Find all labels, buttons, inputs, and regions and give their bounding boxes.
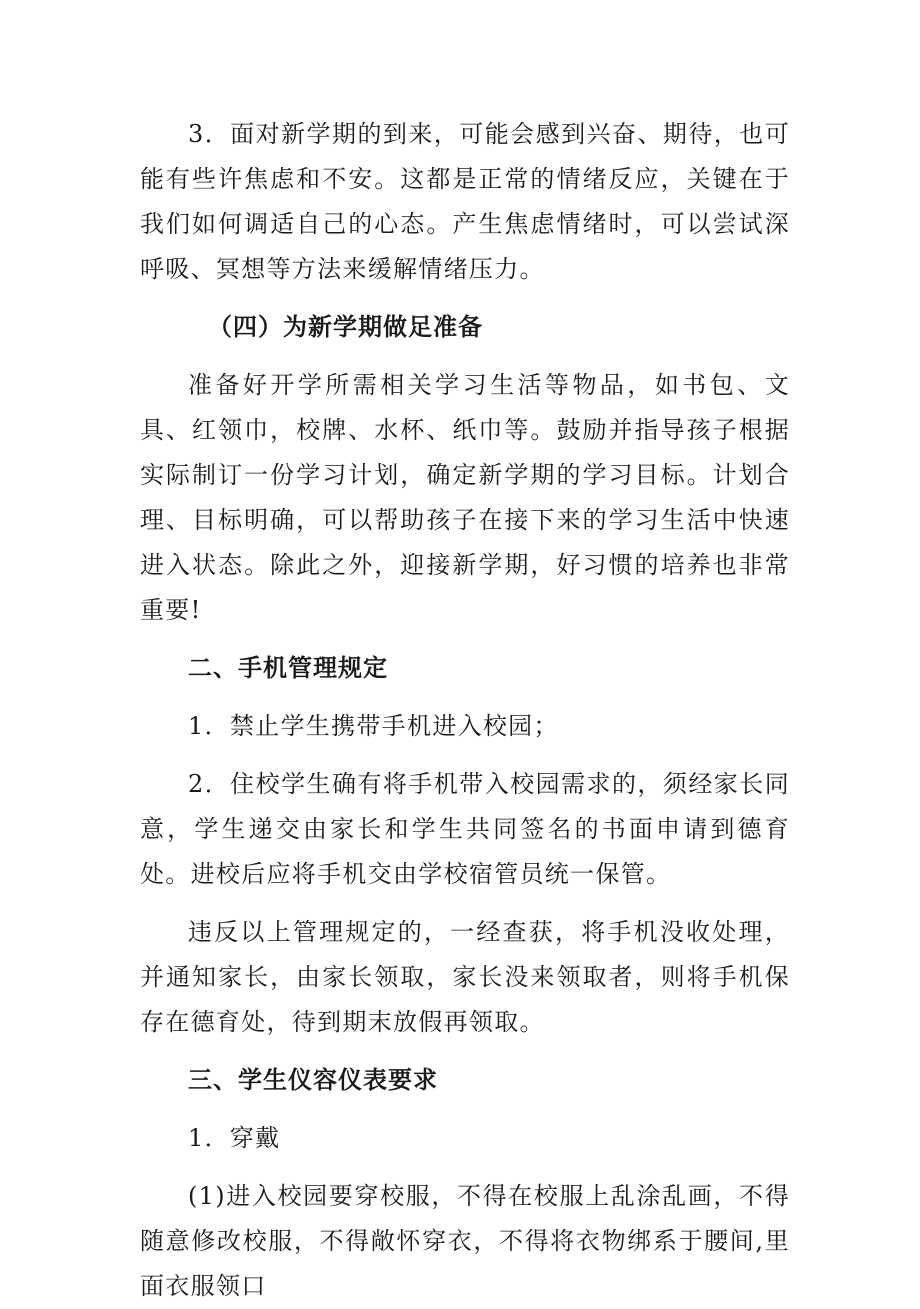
- paragraph-prepare-items: 准备好开学所需相关学习生活等物品，如书包、文具、红领巾，校牌、水杯、纸巾等。鼓励并指导孩子根据实际制订一份学习计划，确定新学期的学习目标。计划合理、目标明确，可以帮助孩子在接下来的学习生活中快速进入状态。除此之外，迎接新学期，好习惯的培养也非常重要!: [140, 371, 790, 624]
- paragraph-phone-rule-2: 2．住校学生确有将手机带入校园需求的，须经家长同意，学生递交由家长和学生共同签名的书面申请到德育处。进校后应将手机交由学校宿管员统一保管。: [140, 770, 790, 888]
- paragraph-phone-violation: 违反以上管理规定的，一经查获，将手机没收处理，并通知家长，由家长领取，家长没来领取者，则将手机保存在德育处，待到期末放假再领取。: [140, 918, 790, 1036]
- section-heading-appearance: 三、学生仪容仪表要求: [188, 1066, 438, 1094]
- paragraph-phone-rule-1: 1．禁止学生携带手机进入校园；: [188, 712, 559, 740]
- document-body: [140, 112, 790, 1309]
- section-heading-prepare: （四）为新学期做足准备: [208, 313, 483, 341]
- subheading-clothing: 1．穿戴: [188, 1124, 281, 1152]
- paragraph-uniform-rules: (1)进入校园要穿校服，不得在校服上乱涂乱画，不得随意修改校服，不得敞怀穿衣，不得将衣物绑系于腰间,里面衣服领口: [140, 1182, 790, 1300]
- paragraph-emotion-adjustment: 3．面对新学期的到来，可能会感到兴奋、期待，也可能有些许焦虑和不安。这都是正常的情绪反应，关键在于我们如何调适自己的心态。产生焦虑情绪时，可以尝试深呼吸、冥想等方法来缓解情绪压力。: [140, 120, 790, 283]
- section-heading-phone-rules: 二、手机管理规定: [188, 654, 388, 682]
